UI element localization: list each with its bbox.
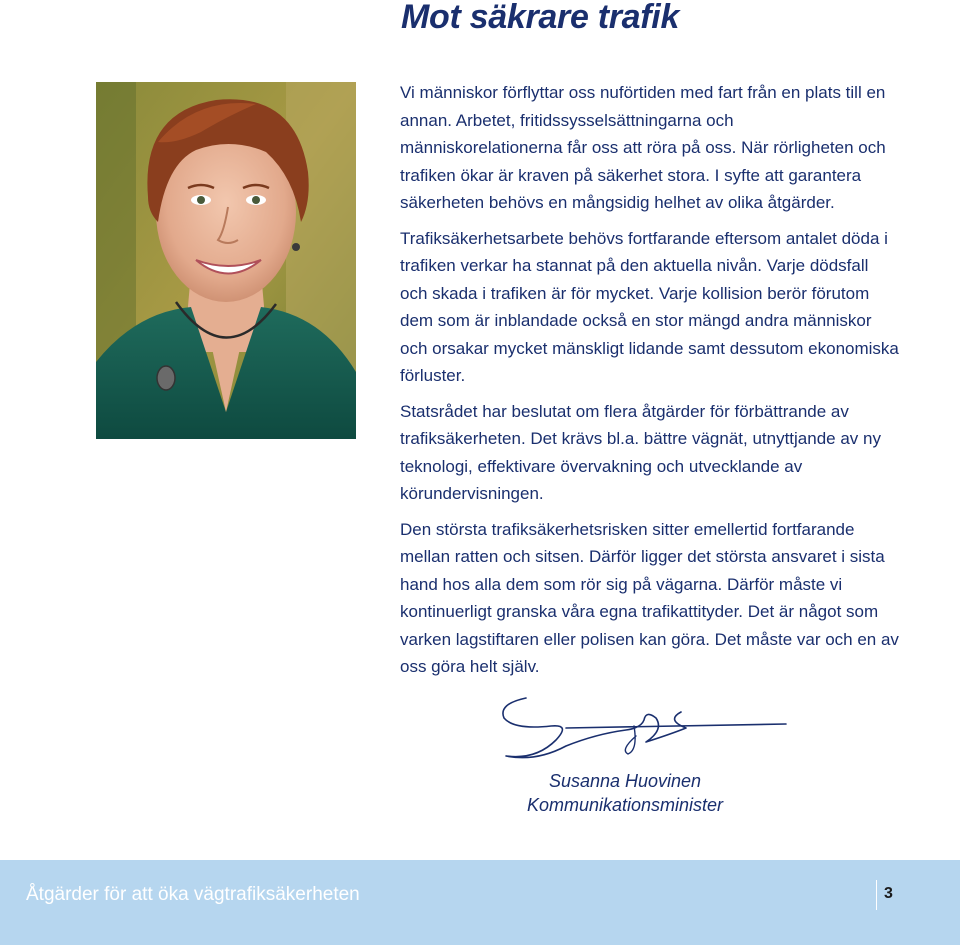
page-number: 3 (884, 885, 893, 902)
paragraph-1: Vi människor förflyttar oss nuförtiden med fart från en plats till en annan. Arbetet, fritidssysselsättningarna och människorelationerna får oss att röra på oss. När rörligheten och trafiken ökar är kraven på säkerhet stora. I syfte att garantera säkerheten behövs en mångsidig helhet av olika åtgärder. (400, 83, 886, 212)
page-title: Mot säkrare trafik (401, 0, 680, 36)
body-text (400, 79, 900, 689)
paragraph-4: Den största trafiksäkerhetsrisken sitter emellertid fortfarande mellan ratten och sitsen. Därför ligger det största ansvaret i sista hand hos alla dem som rör sig på vägarna. Därför måste vi kontinuerligt granska våra egna trafikattityder. Det är något som varken lagstiftaren eller polisen kan göra. Det måste var och en av oss göra helt själv. (400, 519, 899, 676)
paragraph-3: Statsrådet har beslutat om flera åtgärder för förbättrande av trafiksäkerheten. Det krävs bl.a. bättre vägnät, utnyttjande av ny teknologi, effektivare övervakning och utvecklande av körundervisningen. (400, 401, 881, 503)
footer-title: Åtgärder för att öka vägtrafiksäkerheten (26, 884, 360, 905)
footer-band (0, 860, 960, 945)
paragraph-2: Trafiksäkerhetsarbete behövs fortfarande eftersom antalet döda i trafiken verkar ha stannat på den aktuella nivån. Varje dödsfall och skada i trafiken är för mycket. Varje kollision berör förutom dem som är inblandade också en stor mängd andra människor och orsakar mycket mänskligt lidande samt dessutom ekonomiska förluster. (400, 228, 899, 385)
handwritten-signature (496, 690, 796, 770)
portrait-photo (96, 82, 356, 439)
signer-title: Kommunikationsminister (526, 795, 724, 815)
signer-name: Susanna Huovinen (548, 771, 702, 791)
footer-divider (876, 880, 877, 910)
